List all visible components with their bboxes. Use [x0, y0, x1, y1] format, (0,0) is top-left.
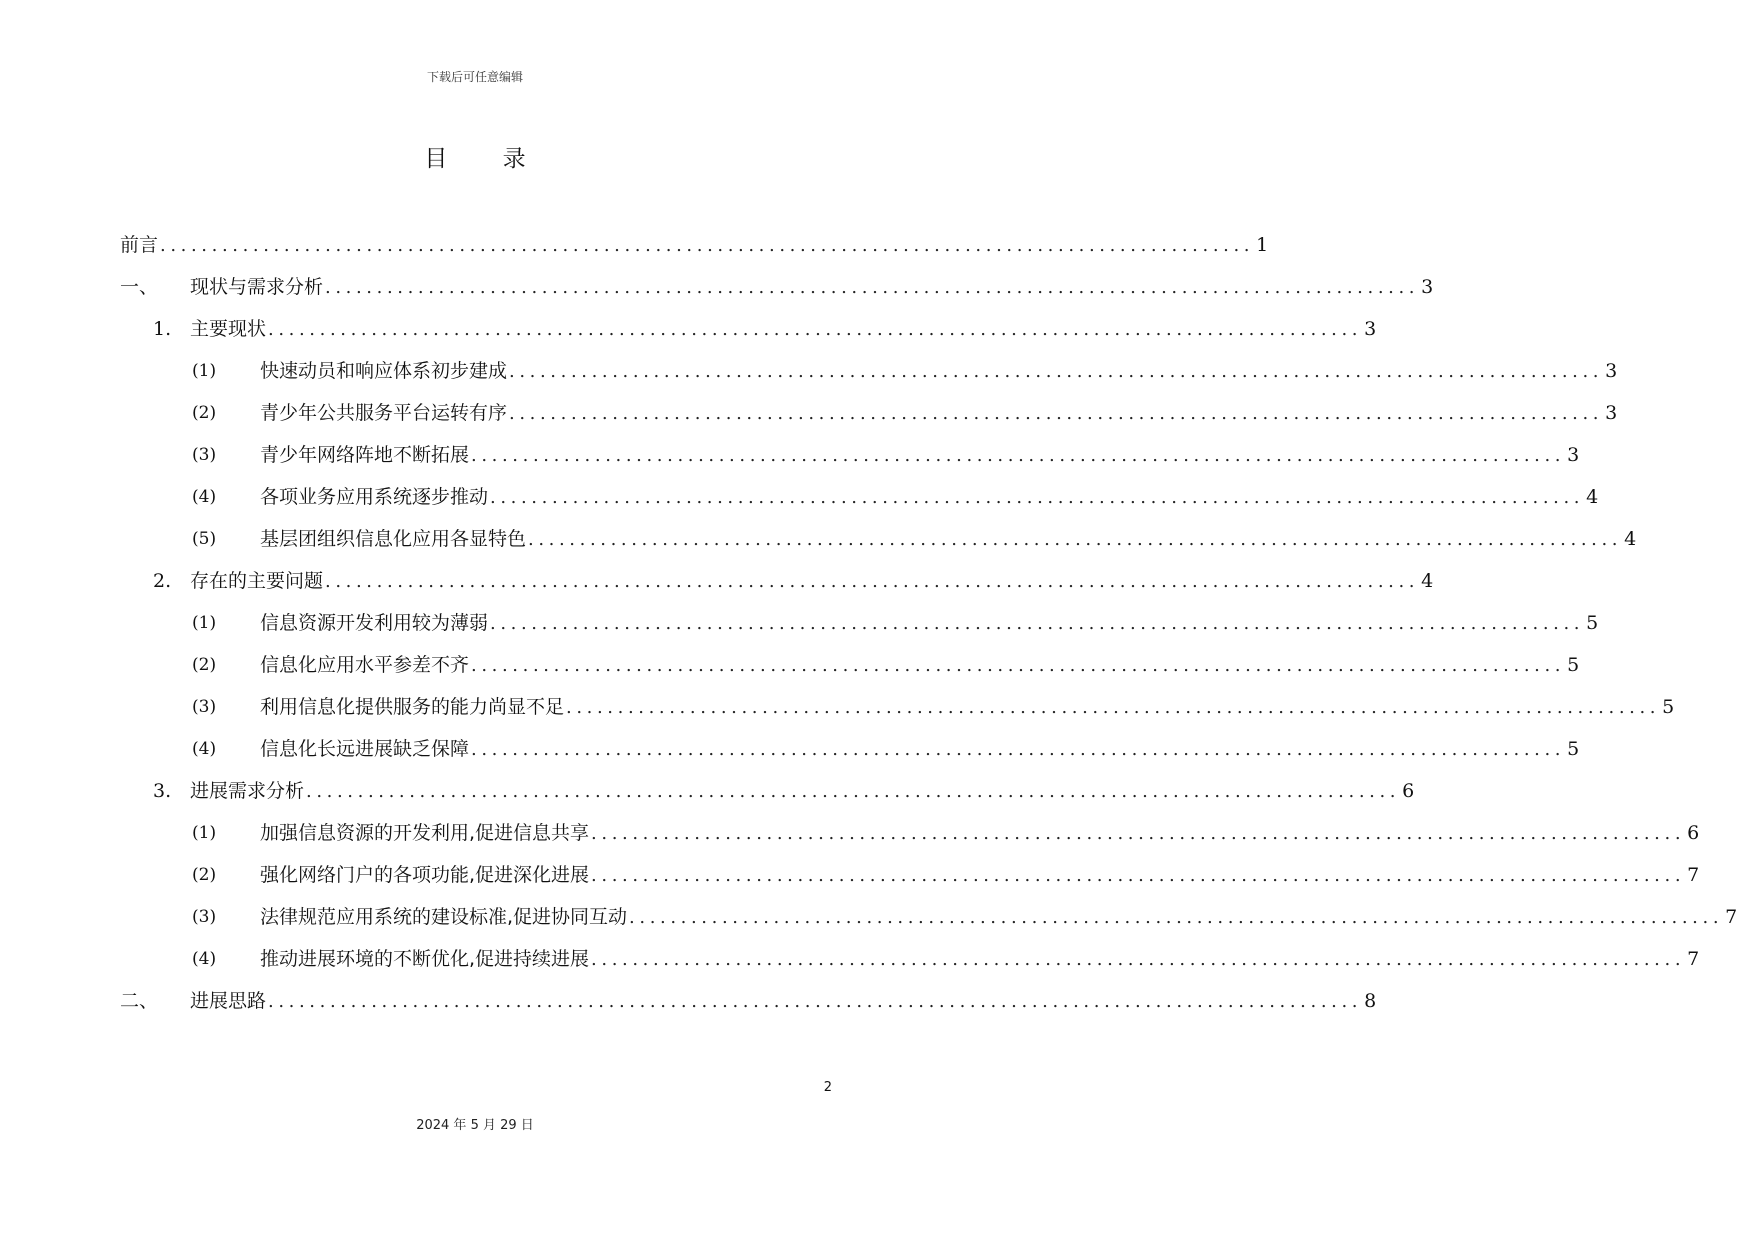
page-number: 2: [823, 1080, 832, 1095]
toc-entry-label: 前言: [120, 234, 159, 256]
toc-dot-leader: ..........................................................................................................: [306, 781, 1401, 802]
toc-entry-body: [260, 650, 1580, 681]
toc-entry-body: [260, 818, 1700, 849]
toc-entry-body: [260, 692, 1675, 723]
toc-entry[interactable]: [120, 482, 1599, 512]
toc-entry-label: 信息资源开发利用较为薄弱: [260, 612, 489, 634]
toc-dot-leader: ..........................................................................................................: [591, 823, 1686, 844]
toc-entry-body: [260, 524, 1637, 555]
toc-entry[interactable]: [120, 524, 1637, 554]
toc-entry-body: [260, 440, 1580, 471]
toc-entry-label: 青少年网络阵地不断拓展: [260, 444, 470, 466]
toc-entry-body: [260, 482, 1599, 513]
toc-entry-page: 5: [1662, 696, 1675, 718]
toc-entry-page: 1: [1256, 234, 1269, 256]
toc-entry-page: 8: [1364, 990, 1377, 1012]
toc-entry-number: 一、: [120, 276, 159, 298]
toc-entry[interactable]: [120, 230, 1269, 260]
toc-entry[interactable]: [120, 398, 1618, 428]
toc-entry-label: 利用信息化提供服务的能力尚显不足: [260, 696, 565, 718]
toc-entry-body: [260, 944, 1700, 975]
toc-entry-label: 各项业务应用系统逐步推动: [260, 486, 489, 508]
toc-entry-body: [190, 776, 1415, 807]
toc-entry-label: 强化网络门户的各项功能,促进深化进展: [260, 864, 590, 886]
toc-entry[interactable]: [120, 608, 1599, 638]
toc-dot-leader: ..........................................................................................................: [509, 361, 1604, 382]
toc-entry-page: 3: [1605, 402, 1618, 424]
toc-entry-page: 3: [1364, 318, 1377, 340]
toc-dot-leader: ..........................................................................................................: [490, 613, 1585, 634]
toc-entry-number: (5): [192, 529, 217, 549]
toc-dot-leader: ..........................................................................................................: [471, 655, 1566, 676]
toc-entry-number: (1): [192, 823, 217, 843]
toc-entry-body: [260, 734, 1580, 765]
footer-date: 2024 年 5 月 29 日: [416, 1118, 534, 1133]
toc-entry-label: 进展思路: [190, 990, 267, 1012]
toc-entry-number: (2): [192, 865, 217, 885]
toc-entry[interactable]: [120, 650, 1580, 680]
toc-entry-page: 3: [1421, 276, 1434, 298]
toc-entry-body: [190, 314, 1377, 345]
toc-entry-page: 5: [1567, 738, 1580, 760]
toc-entry-page: 6: [1402, 780, 1415, 802]
toc-entry[interactable]: [120, 776, 1415, 806]
toc-entry-label: 加强信息资源的开发利用,促进信息共享: [260, 822, 590, 844]
toc-entry[interactable]: [120, 566, 1434, 596]
toc-entry-number: (4): [192, 487, 217, 507]
toc-entry-body: [190, 566, 1434, 597]
toc-entry-label: 信息化应用水平参差不齐: [260, 654, 470, 676]
toc-entry[interactable]: [120, 356, 1618, 386]
toc-entry[interactable]: [120, 818, 1700, 848]
toc-entry-label: 主要现状: [190, 318, 267, 340]
toc-entry-label: 快速动员和响应体系初步建成: [260, 360, 508, 382]
toc-entry-number: 二、: [120, 990, 159, 1012]
toc-entry-page: 7: [1725, 906, 1737, 928]
toc-entry-number: (4): [192, 949, 217, 969]
toc-dot-leader: ..........................................................................................................: [268, 319, 1363, 340]
toc-dot-leader: ..........................................................................................................: [471, 739, 1566, 760]
toc-entry-page: 6: [1687, 822, 1700, 844]
toc-entry-label: 现状与需求分析: [190, 276, 324, 298]
toc-entry-body: [260, 902, 1737, 933]
toc-dot-leader: ..........................................................................................................: [566, 697, 1661, 718]
toc-entry-label: 进展需求分析: [190, 780, 305, 802]
toc-entry-page: 3: [1605, 360, 1618, 382]
toc-entry-label: 存在的主要问题: [190, 570, 324, 592]
toc-entry[interactable]: [120, 986, 1377, 1016]
toc-entry-label: 法律规范应用系统的建设标准,促进协同互动: [260, 906, 628, 928]
toc-entry-number: (1): [192, 613, 217, 633]
toc-entry-body: [120, 230, 1269, 261]
toc-entry-page: 4: [1586, 486, 1599, 508]
toc-entry-page: 5: [1567, 654, 1580, 676]
header-note: 下载后可任意编辑: [426, 70, 523, 84]
toc-entry-body: [260, 860, 1700, 891]
toc-entry[interactable]: [120, 272, 1434, 302]
toc-entry-number: (2): [192, 403, 217, 423]
toc-entry-number: (2): [192, 655, 217, 675]
toc-entry[interactable]: [120, 314, 1377, 344]
toc-dot-leader: ..........................................................................................................: [528, 529, 1623, 550]
toc-entry-label: 信息化长远进展缺乏保障: [260, 738, 470, 760]
toc-entry-page: 3: [1567, 444, 1580, 466]
toc-dot-leader: ..........................................................................................................: [325, 277, 1420, 298]
toc-entry-number: (3): [192, 445, 217, 465]
toc-entry-number: (4): [192, 739, 217, 759]
toc-entry-number: (1): [192, 361, 217, 381]
toc-entry-body: [190, 986, 1377, 1017]
toc-dot-leader: ..........................................................................................................: [509, 403, 1604, 424]
toc-entry-page: 4: [1624, 528, 1637, 550]
toc-entry[interactable]: [120, 944, 1700, 974]
toc-entry-body: [260, 608, 1599, 639]
toc-dot-leader: ..........................................................................................................: [591, 865, 1686, 886]
toc-entry-label: 基层团组织信息化应用各显特色: [260, 528, 527, 550]
toc-entry-body: [260, 356, 1618, 387]
toc-entry[interactable]: [120, 692, 1675, 722]
toc-title: 目 录: [424, 146, 550, 172]
toc-dot-leader: ..........................................................................................................: [325, 571, 1420, 592]
toc-entry-number: 3.: [153, 780, 172, 802]
toc-entry-body: [190, 272, 1434, 303]
toc-entry-page: 5: [1586, 612, 1599, 634]
toc-entry-number: (3): [192, 697, 217, 717]
toc-entry-number: 2.: [153, 570, 172, 592]
toc-entry-label: 青少年公共服务平台运转有序: [260, 402, 508, 424]
toc-dot-leader: ..........................................................................................................: [490, 487, 1585, 508]
toc-entry[interactable]: [120, 734, 1580, 764]
toc-entry-page: 7: [1687, 864, 1700, 886]
toc-entry[interactable]: [120, 860, 1700, 890]
toc-entry[interactable]: [120, 440, 1580, 470]
toc-entry-page: 4: [1421, 570, 1434, 592]
toc-entry-page: 7: [1687, 948, 1700, 970]
toc-entry-number: 1.: [153, 318, 172, 340]
toc-entry-body: [260, 398, 1618, 429]
toc-dot-leader: ..........................................................................................................: [591, 949, 1686, 970]
toc-dot-leader: ..........................................................................................................: [471, 445, 1566, 466]
toc-dot-leader: ..........................................................................................................: [268, 991, 1363, 1012]
toc-dot-leader: ..........................................................................................................: [160, 235, 1255, 256]
toc-entry-label: 推动进展环境的不断优化,促进持续进展: [260, 948, 590, 970]
toc-entry[interactable]: [120, 902, 1737, 932]
toc-entry-number: (3): [192, 907, 217, 927]
toc-dot-leader: ..........................................................................................................: [629, 907, 1724, 928]
